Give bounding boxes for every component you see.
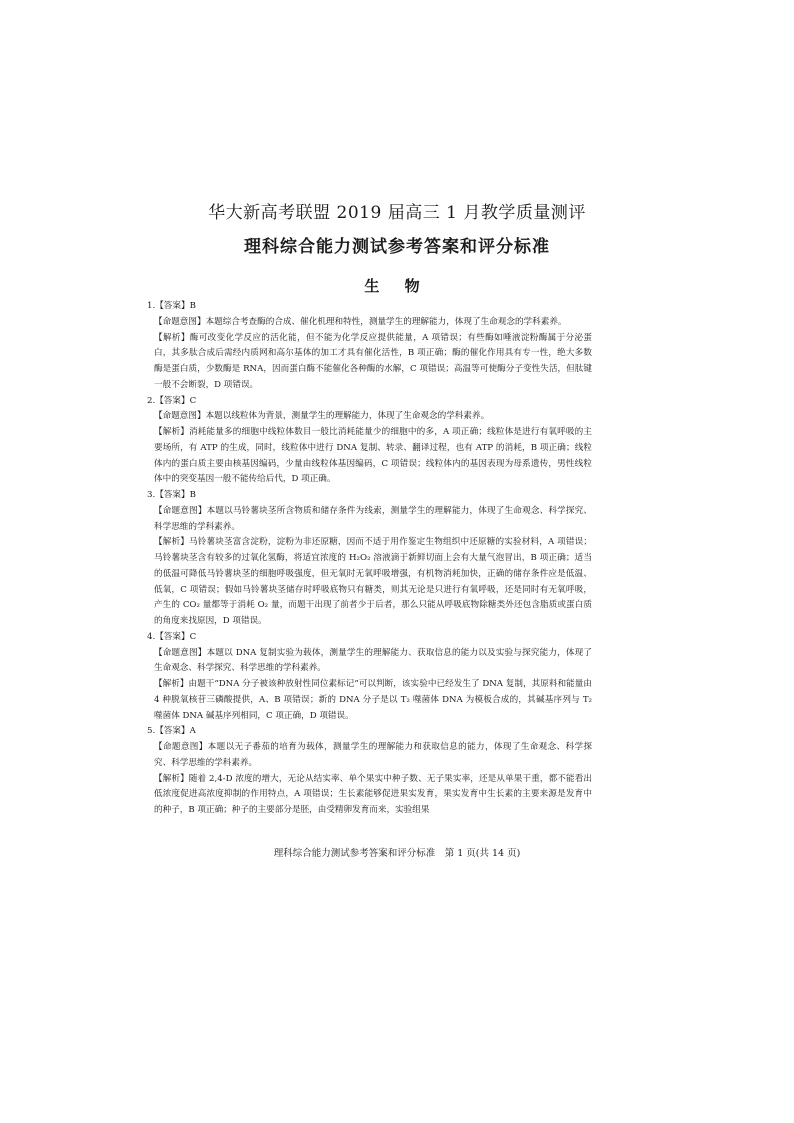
analysis-paragraph: 【解析】马铃薯块茎富含淀粉，淀粉为非还原糖，因而不适于用作鉴定生物组织中还原糖的实验材料，A 项错误；马铃薯块茎含有较多的过氧化氢酶，将适宜浓度的 H₂O₂ 溶液滴于新鲜切面上会有大量气泡冒出，B 项正确；适当的低温可降低马铃薯块茎的细胞呼吸强度，但无氧时无氧呼吸增强，有机物消耗加快，正确的储存条件应是低温、低氧，C 项错误；假如马铃薯块茎储存时呼吸底物只有糖类，则其无论是只进行有氧呼吸，还是同时有无氧呼吸，产生的 CO₂ 量都等于消耗 O₂ 量，而题干出现了前者少于后者，那么只能从呼吸底物除糖类外还包含脂质或蛋白质的角度来找原因，D 项错误。: [154, 537, 592, 626]
page-footer: 理科综合能力测试参考答案和评分标准 第 1 页(共 14 页): [273, 848, 521, 859]
answer-item-3: [147, 488, 592, 630]
answer-line: 1.【答案】B: [147, 301, 196, 311]
answer-content: [147, 299, 592, 819]
analysis-paragraph: 【解析】消耗能量多的细胞中线粒体数目一般比消耗能量少的细胞中的多，A 项正确；线粒体是进行有氧呼吸的主要场所，有 ATP 的生成，同时，线粒体中进行 DNA 复制、转录、翻译过程，也有 ATP 的消耗，B 项正确；线粒体内的蛋白质主要由核基因编码，少量由线粒体基因编码，C 项错误；线粒体内的基因表现为母系遗传，男性线粒体中的突变基因一般不能传给后代，D 项正确。: [154, 427, 592, 485]
intent-paragraph: 【命题意图】本题综合考查酶的合成、催化机理和特性，测量学生的理解能力，体现了生命观念的学科素养。: [154, 316, 567, 327]
answer-item-5: [147, 724, 592, 819]
intent-paragraph: 【命题意图】本题以无子番茄的培育为载体，测量学生的理解能力和获取信息的能力，体现了生命观念、科学探究、科学思维的学科素养。: [154, 742, 592, 768]
answer-line: 2.【答案】C: [147, 395, 197, 406]
answer-line: 4.【答案】C: [147, 631, 197, 642]
analysis-paragraph: 【解析】酶可改变化学反应的活化能，但不能为化学反应提供能量，A 项错误；有些酶如唾液淀粉酶属于分泌蛋白，其多肽合成后需经内质网和高尔基体的加工才具有催化活性，B 项正确；酶的催化作用具有专一性，绝大多数酶是蛋白质，少数酶是 RNA，因而蛋白酶不能催化各种酶的水解，C 项错误；高温等可使酶分子变性失活，但肽键一般不会断裂，D 项错误。: [154, 332, 592, 390]
document-subtitle: 理科综合能力测试参考答案和评分标准: [244, 237, 550, 257]
answer-item-4: [147, 630, 592, 725]
intent-paragraph: 【命题意图】本题以 DNA 复制实验为载体，测量学生的理解能力、获取信息的能力以及实验与探究能力，体现了生命观念、科学探究、科学思维的学科素养。: [154, 647, 592, 674]
document-title: 华大新高考联盟 2019 届高三 1 月教学质量测评: [208, 203, 586, 223]
section-heading: 生 物: [364, 277, 430, 295]
analysis-paragraph: 【解析】由题干“DNA 分子被该种放射性同位素标记”可以判断，该实验中已经发生了 DNA 复制，其原料和能量由 4 种脱氧核苷三磷酸提供，A、B 项错误；新的 DNA 分子是以 T₂ 噬菌体 DNA 为模板合成的，其碱基序列与 T₂ 噬菌体 DNA 碱基序列相同，C 项正确，D 项错误。: [154, 679, 592, 721]
answer-line: 3.【答案】B: [147, 490, 196, 500]
answer-item-1: [147, 299, 592, 394]
analysis-paragraph: 【解析】随着 2,4-D 浓度的增大，无论从结实率、单个果实中种子数、无子果实率，还是从单果干重，都不能看出低浓度促进高浓度抑制的作用特点，A 项错误；生长素能够促进果实发育，果实发育中生长素的主要来源是发育中的种子，B 项正确；种子的主要部分是胚，由受精卵发育而来，实验组果: [154, 773, 592, 815]
answer-item-2: [147, 394, 592, 489]
intent-paragraph: 【命题意图】本题以线粒体为背景，测量学生的理解能力，体现了生命观念的学科素养。: [154, 411, 490, 422]
intent-paragraph: 【命题意图】本题以马铃薯块茎所含物质和储存条件为线索，测量学生的理解能力，体现了生命观念、科学探究、科学思维的学科素养。: [154, 505, 592, 532]
answer-line: 5.【答案】A: [147, 726, 196, 737]
